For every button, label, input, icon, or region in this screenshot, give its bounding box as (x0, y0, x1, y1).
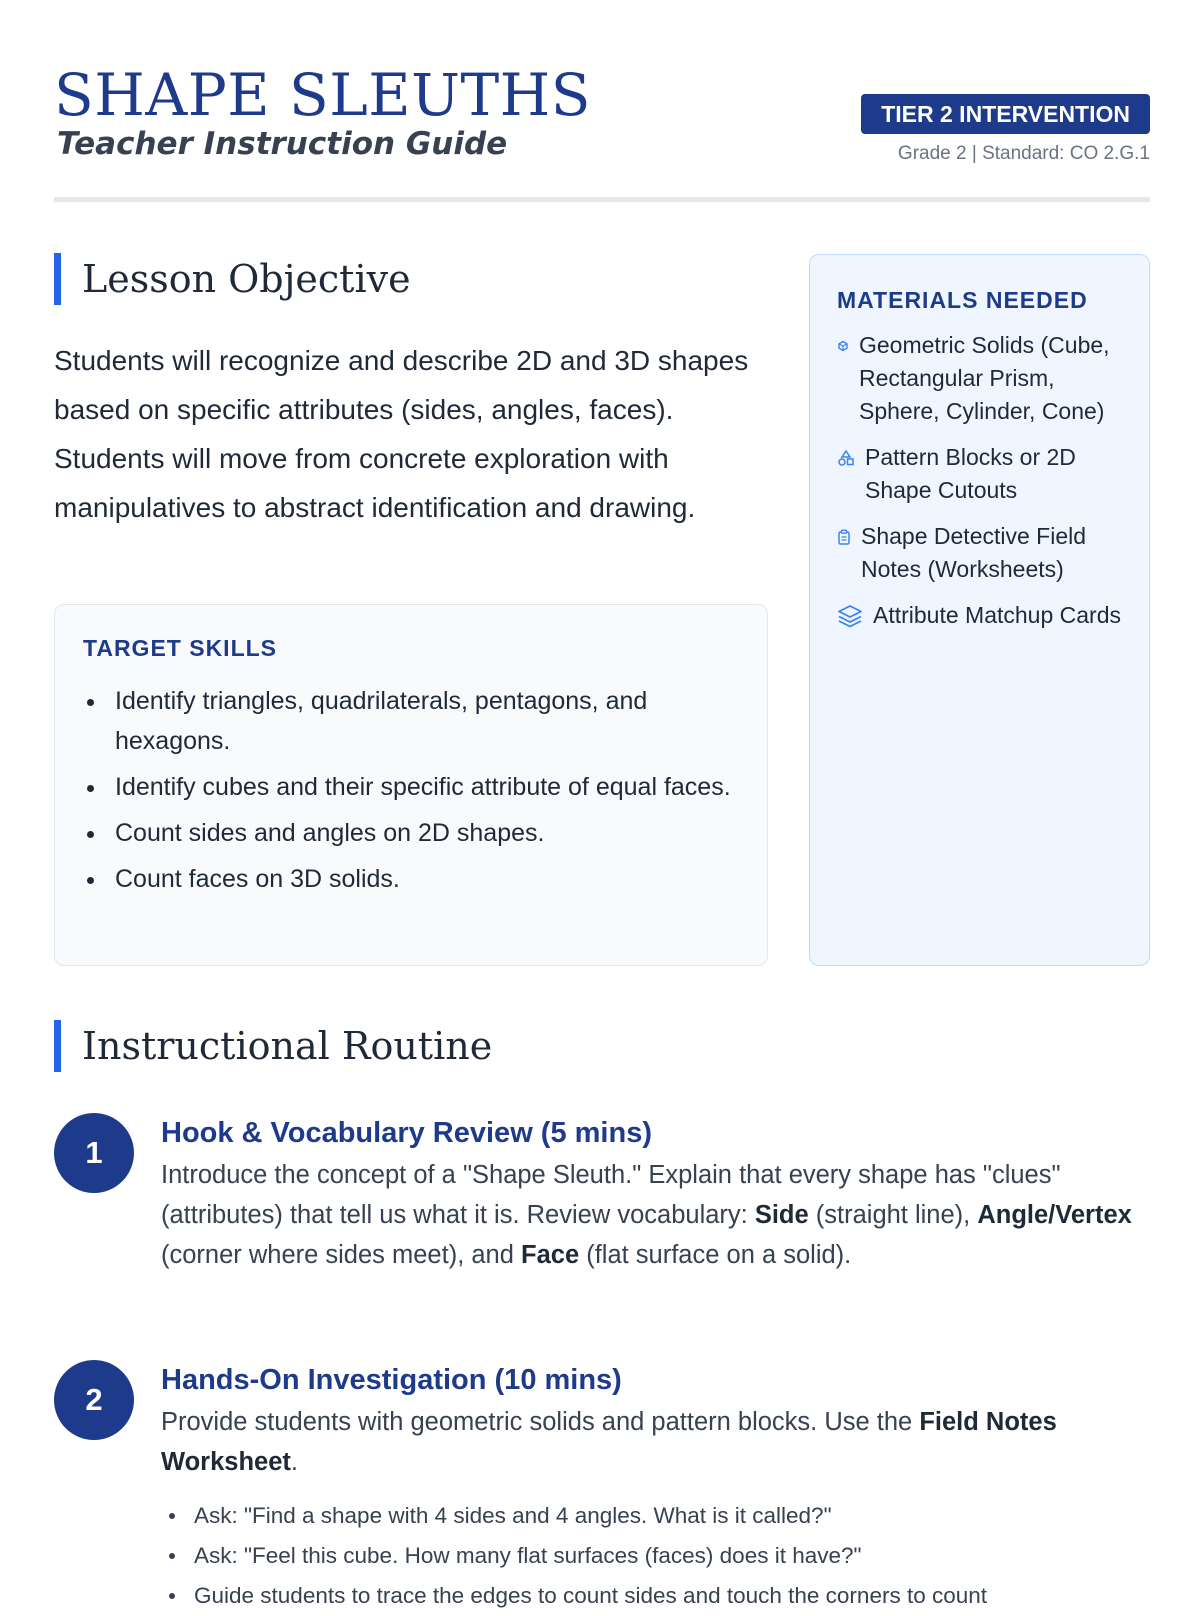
page-header (54, 52, 1150, 202)
material-text: Geometric Solids (Cube, Rectangular Prism, Sphere, Cylinder, Cone) (859, 332, 1110, 424)
cube-icon (837, 329, 849, 362)
list-item: Ask: "Feel this cube. How many flat surfaces (faces) does it have?" (161, 1536, 1141, 1576)
target-skills-list (115, 681, 735, 905)
layers-icon (837, 599, 863, 632)
material-item (837, 520, 1127, 586)
page-subtitle: Teacher Instruction Guide (57, 126, 508, 162)
materials-label: MATERIALS NEEDED (837, 287, 1088, 313)
material-text: Attribute Matchup Cards (873, 602, 1122, 628)
skill-item: Count sides and angles on 2D shapes. (115, 813, 735, 853)
grade-standard-label: Grade 2 | Standard: CO 2.G.1 (897, 143, 1150, 164)
target-skills-box (54, 604, 768, 966)
list-item: Guide students to trace the edges to count sides and touch the corners to count (161, 1576, 1141, 1616)
target-skills-label: TARGET SKILLS (83, 635, 278, 661)
skill-item: Identify cubes and their specific attribute of equal faces. (115, 767, 735, 807)
step-body (161, 1360, 1141, 1616)
material-item (837, 329, 1127, 428)
step-body (161, 1113, 1141, 1275)
teacher-guide-page (54, 0, 1150, 1608)
lesson-objective-text: Students will recognize and describe 2D and 3D shapes based on specific attributes (sides, angles, faces). Students will move from concrete exploration with manipulatives to abstract identification and drawing. (54, 345, 749, 523)
shapes-icon (837, 441, 855, 474)
skill-item: Count faces on 3D solids. (115, 859, 735, 899)
step-number-badge: 1 (54, 1113, 134, 1193)
instructional-routine-heading: Instructional Routine (54, 1020, 492, 1072)
lesson-objective-heading: Lesson Objective (54, 253, 411, 305)
materials-box (809, 254, 1150, 966)
step-number-badge: 2 (54, 1360, 134, 1440)
material-item (837, 441, 1127, 507)
skill-item: Identify triangles, quadrilaterals, pentagons, and hexagons. (115, 681, 735, 761)
tier-badge: TIER 2 INTERVENTION (861, 94, 1150, 134)
clipboard-icon (837, 520, 851, 553)
step-title: Hook & Vocabulary Review (5 mins) (161, 1117, 652, 1149)
material-text: Pattern Blocks or 2D Shape Cutouts (865, 444, 1076, 503)
materials-list (837, 329, 1127, 645)
step-title: Hands-On Investigation (10 mins) (161, 1364, 622, 1396)
list-item: Ask: "Find a shape with 4 sides and 4 angles. What is it called?" (161, 1496, 1141, 1536)
step-prompt-list (161, 1496, 1141, 1616)
material-text: Shape Detective Field Notes (Worksheets) (861, 523, 1087, 582)
page-title: SHAPE SLEUTHS (54, 61, 591, 129)
step-description: Introduce the concept of a "Shape Sleuth." Explain that every shape has "clues" (attributes) that tell us what it is. Review vocabulary: Side (straight line), Angle/Vertex (corner where sides meet), and Face (flat surface on a solid). (161, 1161, 1132, 1269)
step-description: Provide students with geometric solids and pattern blocks. Use the Field Notes Worksheet. (161, 1408, 1057, 1476)
material-item (837, 599, 1127, 632)
